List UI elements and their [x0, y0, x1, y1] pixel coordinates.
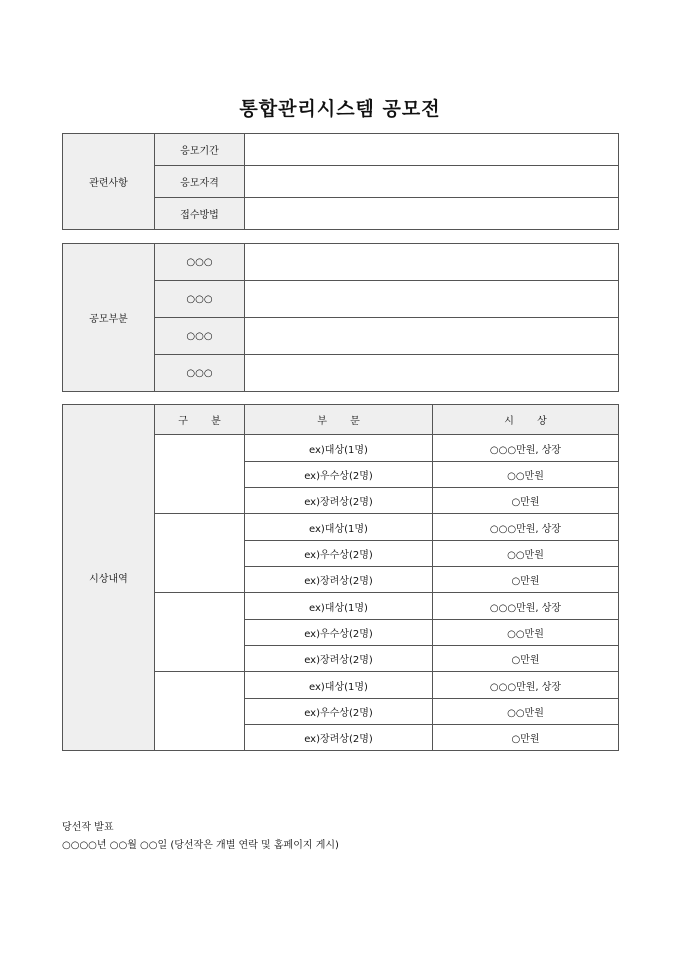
award-prize: ○○만원 [433, 462, 619, 488]
award-prize: ○○만원 [433, 699, 619, 725]
award-name: ex)우수상(2명) [245, 541, 433, 567]
category-value [245, 244, 619, 281]
related-value-method [245, 198, 619, 230]
award-name: ex)우수상(2명) [245, 699, 433, 725]
award-division [155, 514, 245, 593]
awards-header-division: 구 분 [155, 405, 245, 435]
awards-header-category: 부 문 [245, 405, 433, 435]
award-prize: ○만원 [433, 646, 619, 672]
awards-group-label: 시상내역 [63, 405, 155, 751]
category-label: ○○○ [155, 318, 245, 355]
award-prize: ○○○만원, 상장 [433, 593, 619, 620]
award-name: ex)대상(1명) [245, 435, 433, 462]
related-value-period [245, 134, 619, 166]
award-name: ex)장려상(2명) [245, 725, 433, 751]
related-value-eligibility [245, 166, 619, 198]
category-label: ○○○ [155, 244, 245, 281]
category-value [245, 355, 619, 392]
category-value [245, 318, 619, 355]
categories-table [62, 243, 619, 392]
awards-table [62, 404, 619, 751]
categories-group-label: 공모부분 [63, 244, 155, 392]
announcement-text: ○○○○년 ○○월 ○○일 (당선작은 개별 연락 및 홈페이지 게시) [62, 840, 339, 851]
category-value [245, 281, 619, 318]
category-label: ○○○ [155, 281, 245, 318]
page-title: 통합관리시스템 공모전 [239, 98, 441, 120]
award-prize: ○○○만원, 상장 [433, 672, 619, 699]
related-label-method: 접수방법 [155, 198, 245, 230]
related-label-eligibility: 응모자격 [155, 166, 245, 198]
award-name: ex)대상(1명) [245, 593, 433, 620]
award-name: ex)우수상(2명) [245, 462, 433, 488]
award-division [155, 672, 245, 751]
award-name: ex)우수상(2명) [245, 620, 433, 646]
award-division [155, 593, 245, 672]
award-name: ex)장려상(2명) [245, 646, 433, 672]
award-name: ex)대상(1명) [245, 672, 433, 699]
related-label-period: 응모기간 [155, 134, 245, 166]
category-label: ○○○ [155, 355, 245, 392]
award-name: ex)장려상(2명) [245, 567, 433, 593]
award-name: ex)대상(1명) [245, 514, 433, 541]
award-prize: ○○만원 [433, 620, 619, 646]
award-prize: ○만원 [433, 567, 619, 593]
award-prize: ○만원 [433, 488, 619, 514]
related-info-table [62, 133, 619, 230]
award-prize: ○○○만원, 상장 [433, 514, 619, 541]
award-prize: ○○○만원, 상장 [433, 435, 619, 462]
award-division [155, 435, 245, 514]
announcement-label: 당선작 발표 [62, 822, 114, 833]
award-name: ex)장려상(2명) [245, 488, 433, 514]
awards-header-prize: 시 상 [433, 405, 619, 435]
award-prize: ○만원 [433, 725, 619, 751]
award-prize: ○○만원 [433, 541, 619, 567]
related-group-label: 관련사항 [63, 134, 155, 230]
